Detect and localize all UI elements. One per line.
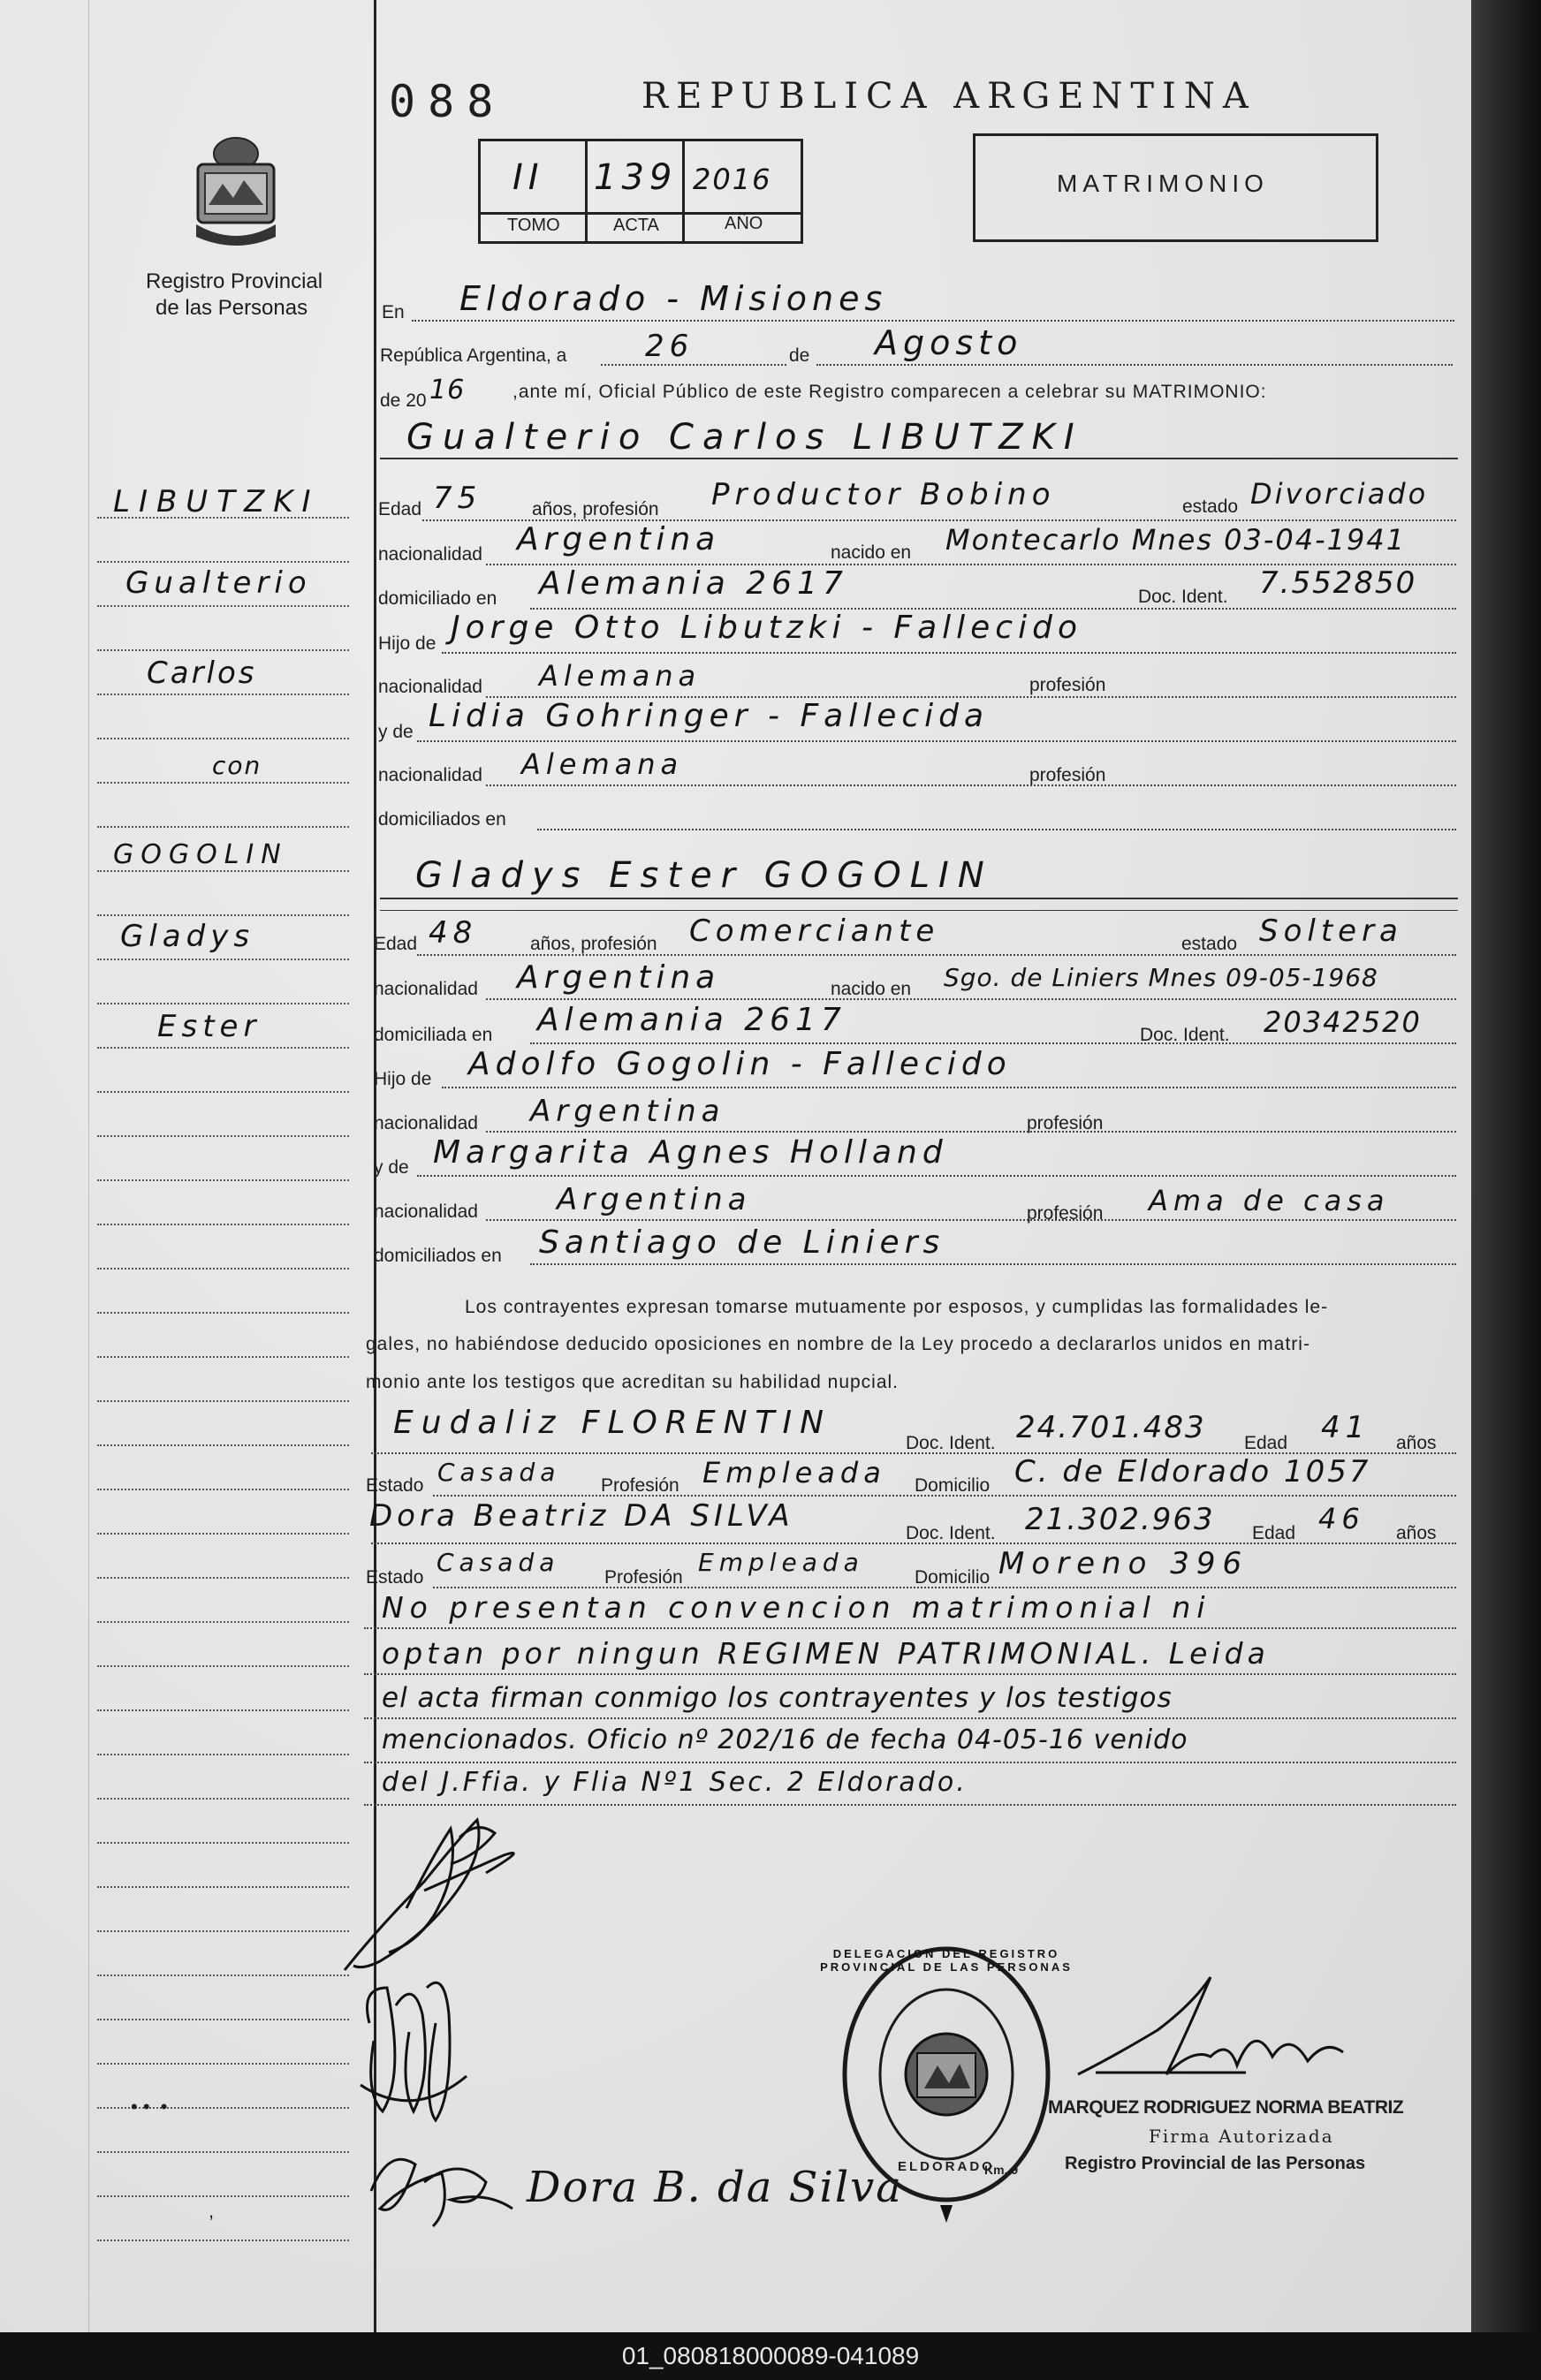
bride-mother-nationality: Argentina	[557, 1182, 752, 1217]
doc-ident-label: Doc. Ident.	[1138, 587, 1228, 607]
witness-doc-label: Doc. Ident.	[906, 1523, 996, 1543]
groom-address: Alemania 2617	[539, 565, 848, 602]
domiciliados-label: domiciliados en	[374, 1246, 502, 1266]
margin-rule-line	[97, 605, 349, 607]
margin-con: con	[212, 751, 262, 780]
signature-witness-2: Dora B. da Silva	[527, 2163, 903, 2212]
groom-mother-nationality: Alemana	[521, 747, 684, 781]
nacionalidad-label: nacionalidad	[374, 979, 478, 999]
margin-rule-line	[97, 1268, 349, 1270]
folio-number: 088	[389, 76, 506, 127]
table-divider	[585, 139, 588, 241]
profesion-label: profesión	[1029, 765, 1106, 785]
margin-rule-line	[97, 1842, 349, 1844]
anos-profesion-label: años, profesión	[530, 934, 657, 954]
table-divider	[682, 139, 685, 241]
witness-2-name: Dora Beatriz DA SILVA	[369, 1498, 794, 1534]
witness-domicilio-label: Domicilio	[915, 1475, 991, 1496]
witness-2-age: 46	[1318, 1502, 1365, 1535]
witness-domicilio-label: Domicilio	[915, 1567, 991, 1588]
note-line-5: del J.Ffia. y Flia Nº1 Sec. 2 Eldorado.	[382, 1767, 968, 1798]
groom-father: Jorge Otto Libutzki - Fallecido	[451, 610, 1082, 646]
witness-1-doc: 24.701.483	[1016, 1410, 1206, 1445]
margin-rule-line	[97, 1400, 349, 1402]
groom-name: Gualterio Carlos LIBUTZKI	[406, 417, 1083, 458]
official-office: Registro Provincial de las Personas	[1065, 2154, 1366, 2173]
margin-rule-line	[97, 1179, 349, 1181]
margin-rule-line	[97, 1489, 349, 1490]
tomo-label: TOMO	[507, 216, 560, 235]
witness-1-address: C. de Eldorado 1057	[1014, 1454, 1371, 1489]
doc-ident-label: Doc. Ident.	[1140, 1025, 1230, 1045]
margin-rule-line	[97, 959, 349, 960]
bride-edad-line	[417, 954, 1456, 956]
witness-profesion-label: Profesión	[601, 1475, 679, 1496]
de-label: de	[789, 345, 810, 366]
misiones-logo	[187, 134, 285, 249]
witness-estado-label: Estado	[366, 1475, 424, 1496]
margin-rule-line	[97, 1091, 349, 1093]
domiciliados-label: domiciliados en	[378, 809, 506, 830]
groom-nationality: Argentina	[517, 521, 721, 557]
witness-2-profession: Empleada	[698, 1548, 864, 1577]
margin-name-groom-2: Carlos	[147, 656, 257, 691]
margin-rule-line	[97, 2151, 349, 2153]
margin-rule-line	[97, 2240, 349, 2241]
official-name: MARQUEZ RODRIGUEZ NORMA BEATRIZ	[1048, 2097, 1404, 2118]
margin-rule-line	[97, 914, 349, 916]
groom-birth: Montecarlo Mnes 03-04-1941	[945, 523, 1407, 557]
ante-mi-text: ,ante mí, Oficial Público de este Registro comparecen a celebrar su MATRIMONIO:	[512, 382, 1267, 402]
bride-mother-profession: Ama de casa	[1149, 1184, 1390, 1217]
bride-top-line	[380, 910, 1458, 911]
witness-1-profession: Empleada	[702, 1456, 886, 1489]
witness-estado-label: Estado	[366, 1567, 424, 1588]
margin-surname-groom: LIBUTZKI	[113, 484, 320, 519]
day-value: 26	[645, 329, 695, 364]
declaration-line-1: Los contrayentes expresan tomarse mutuamente por esposos, y cumplidas las formalidades le-	[465, 1297, 1329, 1317]
groom-father-nationality: Alemana	[539, 659, 702, 693]
margin-rule-line	[97, 1974, 349, 1976]
anos-profesion-label: años, profesión	[532, 499, 659, 519]
margin-rule-line	[97, 782, 349, 784]
margin-rule-line	[97, 694, 349, 695]
margin-rule-line	[97, 1709, 349, 1711]
registry-name-line1: Registro Provincial	[146, 269, 323, 293]
note-rule	[364, 1673, 1456, 1675]
note-line-4: mencionados. Oficio nº 202/16 de fecha 04-05-16 venido	[382, 1724, 1188, 1755]
bride-name: Gladys Ester GOGOLIN	[415, 855, 993, 896]
witness-2-line-2	[433, 1587, 1456, 1588]
note-line-2: optan por ningun REGIMEN PATRIMONIAL. Leida	[382, 1636, 1270, 1671]
signature-bride	[352, 1970, 475, 2129]
groom-mother-line	[417, 740, 1456, 742]
margin-rule-line	[97, 1798, 349, 1800]
witness-1-status: Casada	[437, 1458, 561, 1487]
domiciliado-label: domiciliado en	[378, 588, 497, 609]
domiciliada-label: domiciliada en	[374, 1025, 493, 1045]
margin-name-bride-1: Gladys	[120, 919, 255, 954]
acta-value: 139	[594, 157, 678, 198]
witness-1-age: 41	[1321, 1410, 1370, 1445]
groom-name-line	[380, 458, 1458, 459]
anio-value: 2016	[693, 163, 772, 196]
stray-marks: ,	[209, 2200, 215, 2222]
signature-witness-1	[362, 2129, 521, 2235]
official-role: Firma Autorizada	[1149, 2126, 1334, 2147]
nacionalidad-label: nacionalidad	[374, 1113, 478, 1133]
margin-rule-line	[97, 1886, 349, 1888]
profesion-label: profesión	[1027, 1203, 1104, 1224]
margin-rule-line	[97, 1930, 349, 1932]
witness-edad-label: Edad	[1252, 1523, 1296, 1543]
margin-rule-line	[97, 1135, 349, 1137]
profesion-label: profesión	[1029, 675, 1106, 695]
signature-groom	[327, 1802, 548, 1979]
margin-name-bride-2: Ester	[157, 1009, 262, 1044]
stray-marks: • • •	[131, 2096, 168, 2118]
bride-parents-address: Santiago de Liniers	[539, 1224, 945, 1261]
bride-dom-line	[530, 1042, 1456, 1044]
day-line	[601, 364, 786, 366]
witness-2-status: Casada	[436, 1548, 560, 1577]
bride-birth: Sgo. de Liniers Mnes 09-05-1968	[944, 963, 1378, 992]
year-suffix-value: 16	[429, 375, 466, 406]
groom-age: 75	[433, 481, 482, 516]
margin-rule-line	[97, 1224, 349, 1225]
witness-2-doc: 21.302.963	[1025, 1502, 1215, 1537]
groom-father-line	[442, 652, 1456, 654]
witness-1-line-2	[433, 1495, 1456, 1497]
month-line	[816, 364, 1453, 366]
margin-rule-line	[97, 1621, 349, 1623]
estado-label: estado	[1182, 496, 1239, 517]
official-signature	[1060, 1968, 1352, 2092]
margin-rule-line	[97, 2195, 349, 2197]
hijo-de-label: Hijo de	[374, 1069, 432, 1089]
margin-rule-line	[97, 1312, 349, 1314]
republica-label: República Argentina, a	[380, 345, 567, 366]
en-label: En	[382, 302, 405, 322]
nacionalidad-label: nacionalidad	[378, 677, 482, 697]
margin-rule-line	[97, 1003, 349, 1004]
margin-rule-line	[97, 738, 349, 739]
registry-name-line2: de las Personas	[156, 296, 308, 320]
witness-anos-label: años	[1396, 1433, 1437, 1453]
left-page-edge	[88, 0, 89, 2332]
bride-father: Adolfo Gogolin - Fallecido	[468, 1046, 1012, 1082]
seal-city: ELDORADO	[898, 2159, 995, 2174]
estado-label: estado	[1181, 934, 1238, 954]
edad-label: Edad	[378, 499, 422, 519]
groom-mother: Lidia Gohringer - Fallecida	[429, 698, 990, 734]
declaration-line-3: monio ante los testigos que acreditan su habilidad nupcial.	[366, 1372, 900, 1392]
bride-mother: Margarita Agnes Holland	[433, 1134, 948, 1171]
margin-rule-line	[97, 649, 349, 651]
groom-parents-dom-line	[537, 829, 1456, 830]
hijo-de-label: Hijo de	[378, 633, 436, 654]
place-line	[412, 320, 1454, 322]
scan-id-footer: 01_080818000089-041089	[0, 2332, 1541, 2380]
nacionalidad-label: nacionalidad	[378, 765, 482, 785]
groom-mnat-line	[486, 784, 1456, 786]
margin-rule-line	[97, 826, 349, 828]
margin-rule-line	[97, 2019, 349, 2020]
edad-label: Edad	[374, 934, 418, 954]
month-value: Agosto	[875, 323, 1023, 362]
witness-anos-label: años	[1396, 1523, 1437, 1543]
profesion-label: profesión	[1027, 1113, 1104, 1133]
margin-rule-line	[97, 870, 349, 872]
bride-father-line	[442, 1087, 1456, 1088]
nacionalidad-label: nacionalidad	[374, 1201, 478, 1222]
act-type: MATRIMONIO	[1057, 170, 1269, 197]
margin-surname-bride: GOGOLIN	[113, 839, 288, 870]
witness-doc-label: Doc. Ident.	[906, 1433, 996, 1453]
anio-label: AÑO	[725, 214, 763, 233]
margin-rule-line	[97, 1577, 349, 1579]
bride-doc: 20342520	[1264, 1005, 1422, 1039]
bride-nationality: Argentina	[517, 959, 721, 996]
nacido-en-label: nacido en	[831, 542, 912, 563]
margin-rule-line	[97, 1444, 349, 1446]
groom-status: Divorciado	[1250, 477, 1429, 511]
margin-rule-line	[97, 1533, 349, 1535]
declaration-line-2: gales, no habiéndose deducido oposiciones en nombre de la Ley procedo a declararlos unidos en matri-	[366, 1334, 1310, 1354]
nacionalidad-label: nacionalidad	[378, 544, 482, 565]
bride-address: Alemania 2617	[537, 1002, 846, 1038]
groom-doc: 7.552850	[1259, 565, 1417, 601]
margin-rule-line	[97, 2063, 349, 2065]
bride-fnat-line	[486, 1131, 1456, 1133]
margin-rule-line	[97, 561, 349, 563]
tomo-value: II	[512, 157, 544, 198]
bride-mother-line	[417, 1175, 1456, 1177]
y-de-label: y de	[378, 722, 414, 742]
year-prefix-label: de 20	[380, 390, 427, 411]
witness-edad-label: Edad	[1244, 1433, 1288, 1453]
witness-1-name: Eudaliz FLORENTIN	[393, 1405, 832, 1441]
bride-nac-line	[486, 998, 1456, 1000]
note-rule	[364, 1762, 1456, 1763]
margin-rule-line	[97, 1356, 349, 1358]
witness-profesion-label: Profesión	[604, 1567, 683, 1588]
groom-profession: Productor Bobino	[711, 477, 1056, 512]
margin-name-groom-1: Gualterio	[125, 565, 312, 601]
nacido-en-label: nacido en	[831, 979, 912, 999]
margin-rule-line	[97, 1754, 349, 1755]
witness-2-line	[371, 1542, 1456, 1544]
note-rule	[364, 1627, 1456, 1629]
note-line-3: el acta firman conmigo los contrayentes y los testigos	[382, 1682, 1173, 1714]
margin-rule-line	[97, 517, 349, 519]
margin-rule-line	[97, 1665, 349, 1667]
place-value: Eldorado - Misiones	[459, 279, 888, 318]
note-line-1: No presentan convencion matrimonial ni	[382, 1590, 1211, 1625]
bride-age: 48	[429, 915, 478, 951]
y-de-label: y de	[374, 1157, 409, 1178]
margin-rule-line	[97, 1047, 349, 1049]
bride-parents-dom-line	[530, 1263, 1456, 1265]
seal-km: Km. 9	[984, 2163, 1019, 2177]
acta-label: ACTA	[613, 216, 659, 235]
witness-2-address: Moreno 396	[998, 1546, 1249, 1581]
bride-mnat-line	[486, 1219, 1456, 1221]
country-title: REPUBLICA ARGENTINA	[641, 76, 1256, 117]
note-rule	[364, 1717, 1456, 1719]
bride-name-line	[380, 898, 1458, 899]
scan-edge	[1471, 0, 1541, 2332]
bride-status: Soltera	[1259, 913, 1403, 949]
official-seal	[820, 1942, 1073, 2233]
seal-text: DELEGACION DEL REGISTRO PROVINCIAL DE LAS PERSONAS	[820, 1947, 1073, 1974]
bride-father-nationality: Argentina	[530, 1094, 725, 1129]
bride-profession: Comerciante	[689, 913, 940, 949]
